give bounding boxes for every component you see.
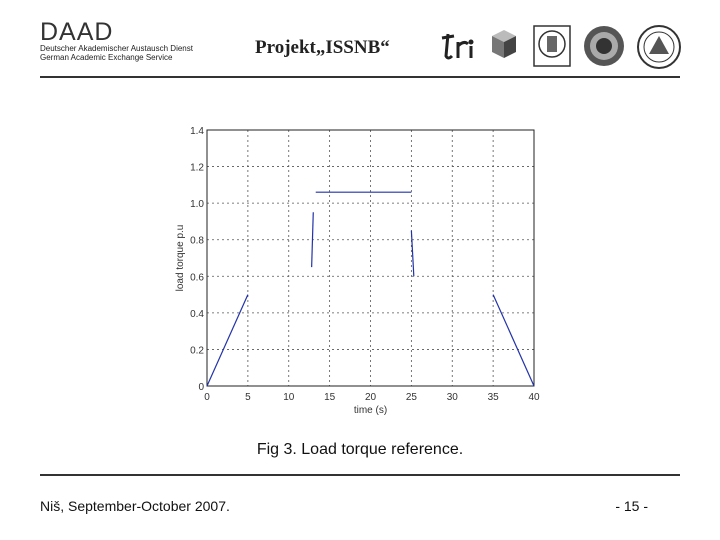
series-segment	[411, 231, 413, 277]
y-tick-label: 0	[198, 382, 204, 393]
x-tick-label: 10	[283, 392, 295, 403]
footer-location-date: Niš, September-October 2007.	[40, 498, 230, 514]
series-segment	[312, 212, 314, 267]
y-tick-label: 0.6	[190, 272, 204, 284]
x-tick-label: 25	[405, 392, 417, 403]
x-tick-label: 30	[446, 392, 458, 403]
x-tick-label: 5	[245, 392, 251, 403]
y-axis-label: load torque p.u	[175, 224, 186, 292]
daad-subtitle-de: Deutscher Akademischer Austausch Dienst	[40, 44, 193, 53]
y-tick-label: 1.2	[190, 162, 204, 174]
x-tick-label: 0	[204, 392, 210, 403]
y-tick-label: 0.4	[190, 308, 204, 320]
daad-logo: DAAD	[40, 18, 114, 46]
x-tick-label: 35	[487, 392, 499, 403]
x-tick-label: 15	[324, 392, 336, 403]
plot-frame	[207, 130, 534, 386]
footer-divider	[40, 474, 680, 476]
chart-ticks	[190, 126, 540, 403]
chart-grid	[207, 130, 534, 386]
series-segment	[493, 295, 534, 386]
x-tick-label: 20	[364, 392, 377, 403]
page-number: - 15 -	[615, 498, 648, 514]
x-tick-label: 40	[528, 392, 540, 403]
figure-caption: Fig 3. Load torque reference.	[256, 441, 464, 458]
daad-subtitle-en: German Academic Exchange Service	[40, 53, 173, 62]
x-axis-label: time (s)	[353, 405, 388, 416]
y-tick-label: 0.8	[190, 235, 204, 247]
series-segment	[207, 295, 248, 386]
y-tick-label: 0.2	[190, 345, 204, 357]
y-tick-label: 1.0	[190, 199, 204, 211]
project-title: Projekt„ISSNB“	[255, 37, 390, 58]
y-tick-label: 1.4	[190, 126, 204, 137]
